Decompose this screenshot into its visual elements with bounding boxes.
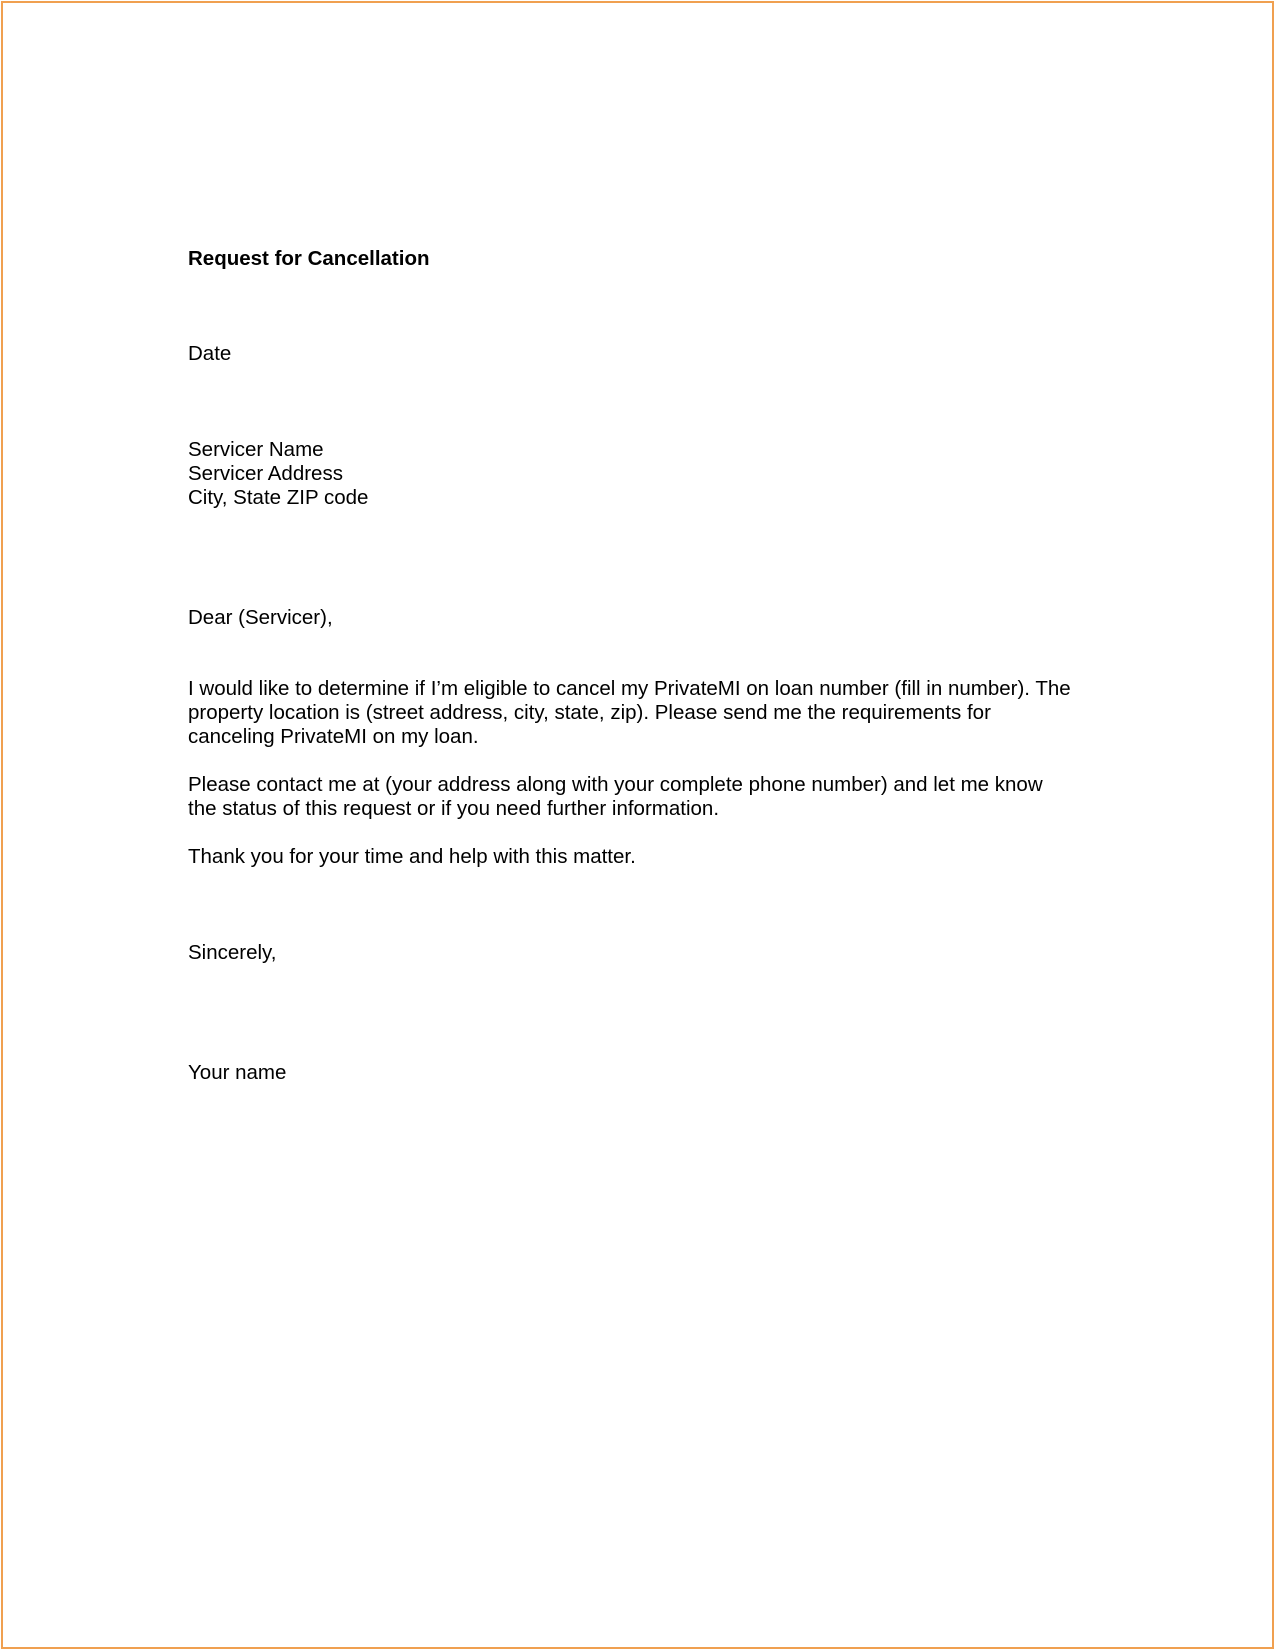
paragraph-1-line-1: I would like to determine if I’m eligible to cancel my PrivateMI on loan number (fill in number). The — [188, 677, 1071, 700]
date-line: Date — [188, 342, 232, 365]
salutation: Dear (Servicer), — [188, 606, 333, 629]
paragraph-3-line-1: Thank you for your time and help with this matter. — [188, 845, 636, 868]
closing: Sincerely, — [188, 941, 277, 964]
paragraph-1-line-3: canceling PrivateMI on my loan. — [188, 725, 479, 748]
recipient-address: Servicer Address — [188, 462, 343, 485]
recipient-city-line: City, State ZIP code — [188, 486, 369, 509]
letter-title: Request for Cancellation — [188, 247, 430, 270]
paragraph-2-line-2: the status of this request or if you need further information. — [188, 797, 720, 820]
paragraph-1-line-2: property location is (street address, city, state, zip). Please send me the requirements for — [188, 701, 991, 724]
signature-name: Your name — [188, 1061, 287, 1084]
paragraph-2-line-1: Please contact me at (your address along with your complete phone number) and let me know — [188, 773, 1043, 796]
recipient-name: Servicer Name — [188, 438, 324, 461]
